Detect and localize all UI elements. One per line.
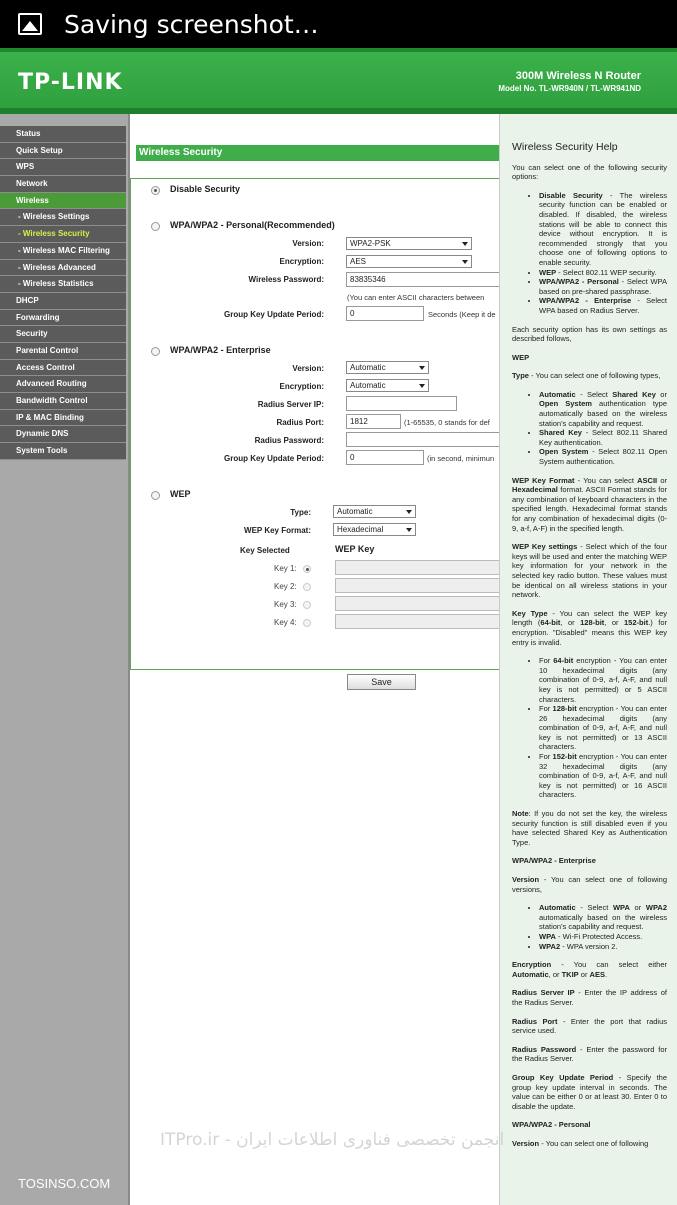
- help-term: WEP Key Format: [512, 475, 575, 485]
- chevron-down-icon: [406, 510, 412, 514]
- menu-quick-setup[interactable]: Quick Setup: [0, 143, 126, 160]
- help-term: WPA/WPA2 - Enterprise: [539, 296, 632, 306]
- help-term: WPA2: [645, 903, 667, 913]
- wpa-personal-label: WPA/WPA2 - Personal(Recommended): [170, 220, 335, 230]
- help-text: - Select 802.11 WEP security.: [556, 267, 657, 277]
- help-text: authentication type automatically based on the wireless station's capability and request.: [539, 399, 668, 428]
- help-text: - Select WPA based on Radius Server.: [539, 296, 668, 315]
- ent-encryption-select[interactable]: [346, 379, 429, 392]
- tp-link-logo: TP-LINK: [18, 70, 123, 95]
- radius-server-ip-label: Radius Server IP:: [257, 400, 324, 409]
- help-text: For: [539, 704, 553, 714]
- help-term: WPA: [612, 903, 630, 913]
- chevron-down-icon: [406, 528, 412, 532]
- help-term: ASCII: [637, 475, 658, 485]
- ent-encryption-label: Encryption:: [279, 382, 324, 391]
- product-name: 300M Wireless N Router: [515, 70, 641, 82]
- radius-password-input[interactable]: [346, 432, 500, 447]
- version-value: WPA2-PSK: [350, 239, 391, 248]
- divider: [131, 178, 499, 179]
- wep-type-select[interactable]: [333, 505, 416, 518]
- ent-group-key-period-hint: (in second, minimun: [427, 454, 495, 463]
- android-status-bar: [0, 0, 677, 48]
- help-text: - WPA version 2.: [560, 941, 618, 951]
- menu-wireless-mac-filtering[interactable]: - Wireless MAC Filtering: [0, 243, 126, 260]
- key-1-radio[interactable]: [303, 565, 311, 573]
- help-enterprise-heading: WPA/WPA2 - Enterprise: [512, 856, 596, 866]
- menu-advanced-routing[interactable]: Advanced Routing: [0, 376, 126, 393]
- help-paragraph: [512, 1139, 667, 1149]
- wep-radio[interactable]: [151, 491, 160, 500]
- help-term: Disable Security: [539, 190, 603, 200]
- status-text: Saving screenshot…: [64, 9, 319, 39]
- help-text: , or: [548, 969, 562, 979]
- wep-key-format-select[interactable]: [333, 523, 416, 536]
- help-text: - Wi-Fi Protected Access.: [555, 931, 643, 941]
- key-4-radio[interactable]: [303, 619, 311, 627]
- list-item: [539, 704, 667, 752]
- help-paragraph: [512, 609, 667, 647]
- wep-label: WEP: [170, 489, 191, 499]
- help-term: Type: [512, 371, 529, 381]
- help-paragraph: [512, 875, 667, 894]
- help-text: - You can select one of following: [539, 1138, 649, 1148]
- help-paragraph: [512, 1073, 667, 1111]
- ent-group-key-period-input[interactable]: 0: [346, 450, 424, 465]
- list-item: [539, 932, 667, 942]
- help-term: Key Type: [512, 608, 548, 618]
- help-text: - You can select the WEP key length (: [512, 608, 667, 628]
- key-2-input[interactable]: [335, 578, 500, 593]
- wep-key-format-label: WEP Key Format:: [244, 526, 311, 535]
- help-paragraph: [512, 1045, 667, 1064]
- ent-version-value: Automatic: [350, 363, 386, 372]
- list-item: [539, 390, 667, 428]
- help-text: or: [657, 475, 667, 485]
- group-key-period-label: Group Key Update Period:: [223, 310, 324, 319]
- help-term: Radius Password: [512, 1044, 577, 1054]
- menu-system-tools[interactable]: System Tools: [0, 443, 126, 460]
- help-term: 128-bit: [552, 704, 577, 714]
- help-personal-heading: WPA/WPA2 - Personal: [512, 1120, 591, 1130]
- help-text: - You can select: [574, 475, 638, 485]
- encryption-label: Encryption:: [279, 257, 324, 266]
- menu-wireless[interactable]: Wireless: [0, 193, 126, 210]
- help-paragraph: [512, 476, 667, 534]
- wpa-enterprise-radio[interactable]: [151, 347, 160, 356]
- help-text: - You can select one of following versions,: [512, 875, 667, 894]
- radius-server-ip-input[interactable]: [346, 396, 457, 411]
- help-text: encryption - You can enter 26 hexadecimal digits (any combination of 0-9, a-f, A-F, and null key is not permitted) or 13 ASCII characters.: [539, 704, 667, 752]
- help-term: Automatic: [512, 969, 549, 979]
- help-term: 64-bit: [540, 618, 561, 628]
- wep-key-format-value: Hexadecimal: [337, 525, 384, 534]
- help-text: .: [604, 969, 608, 979]
- menu-access-control[interactable]: Access Control: [0, 360, 126, 377]
- chevron-down-icon: [419, 366, 425, 370]
- radius-port-hint: (1-65535, 0 stands for def: [404, 418, 490, 427]
- help-text: - Select 802.11 Shared Key authentication.: [539, 428, 667, 447]
- version-select[interactable]: [346, 237, 472, 250]
- help-term: 152-bit: [624, 618, 649, 628]
- disable-security-label: Disable Security: [170, 184, 241, 194]
- help-term: Radius Port: [512, 1016, 558, 1026]
- help-bits-list: [528, 656, 667, 800]
- help-paragraph: [512, 960, 667, 979]
- help-term: TKIP: [561, 969, 579, 979]
- help-panel: [499, 114, 677, 1205]
- password-hint: (You can enter ASCII characters between: [347, 293, 485, 302]
- help-term: Hexadecimal: [512, 485, 558, 495]
- help-term: Automatic: [539, 903, 576, 913]
- wep-type-value: Automatic: [337, 507, 373, 516]
- key-2-radio[interactable]: [303, 583, 311, 591]
- help-term: Open System: [539, 399, 592, 409]
- help-text: - Enter the port that radius service used.: [512, 1016, 668, 1036]
- help-term: AES: [589, 969, 605, 979]
- help-term: Radius Server IP: [512, 988, 575, 998]
- itpro-watermark: ITPro.ir - انجمن تخصصی فناوری اطلاعات ایران: [160, 1130, 505, 1150]
- help-term: Group Key Update Period: [512, 1072, 614, 1082]
- help-wep-heading: WEP: [512, 352, 530, 362]
- help-text: - You can select one of following types,: [528, 371, 661, 381]
- help-paragraph: [512, 371, 667, 381]
- help-paragraph: [512, 809, 667, 847]
- list-item: [539, 277, 667, 296]
- help-text: or: [629, 903, 646, 913]
- key-3-input[interactable]: [335, 596, 500, 611]
- help-options-list: [528, 191, 667, 316]
- ent-version-label: Version:: [292, 364, 324, 373]
- help-text: - Select which of the four keys will be used and enter the matching WEP key information for your network in the selected key radio button. These values must be identical on all wireless stations in your network.: [512, 542, 668, 600]
- help-text: For: [539, 656, 554, 666]
- help-text: or: [578, 969, 590, 979]
- help-text: encryption - You can enter 10 hexadecimal digits (any combination of 0-9, a-f, A-F, and null key is not permitted) or 5 ASCII characters.: [539, 656, 667, 704]
- radius-password-label: Radius Password:: [254, 436, 324, 445]
- key-4-input[interactable]: [335, 614, 500, 629]
- help-term: Note: [512, 809, 529, 819]
- encryption-value: AES: [350, 257, 367, 266]
- list-item: [539, 191, 667, 268]
- help-term: WPA/WPA2 - Personal: [539, 277, 619, 287]
- menu-wps[interactable]: WPS: [0, 159, 126, 176]
- help-term: Version: [512, 875, 540, 884]
- help-term: 128-bit: [580, 618, 605, 628]
- help-text: encryption - You can enter 32 hexadecimal digits (any combination of 0-9, a-f, A-F, and null key is not permitted) or 16 ASCII characters.: [539, 752, 667, 800]
- wep-key-label: WEP Key: [335, 544, 375, 554]
- key-4-label: Key 4:: [274, 618, 297, 627]
- save-button[interactable]: Save: [347, 674, 416, 690]
- help-term: 152-bit: [552, 752, 577, 762]
- wireless-password-input[interactable]: 83835346: [346, 272, 500, 287]
- product-info: [498, 70, 641, 93]
- group-key-period-input[interactable]: 0: [346, 306, 424, 321]
- menu-wireless-settings[interactable]: - Wireless Settings: [0, 209, 126, 226]
- key-1-input[interactable]: [335, 560, 500, 575]
- help-term: Shared Key: [612, 389, 656, 399]
- list-item: [539, 447, 667, 466]
- menu-network[interactable]: Network: [0, 176, 126, 193]
- menu-bandwidth-control[interactable]: Bandwidth Control: [0, 393, 126, 410]
- help-text: - Select 802.11 Open System authentication.: [539, 447, 667, 467]
- help-text: - Enter the IP address of the Radius Server.: [512, 988, 667, 1007]
- version-label: Version:: [292, 239, 324, 248]
- chevron-down-icon: [462, 260, 468, 264]
- help-term: Automatic: [539, 389, 576, 399]
- help-each: Each security option has its own settings as described follows,: [512, 324, 667, 344]
- left-menu: [0, 114, 128, 1205]
- menu-security[interactable]: Security: [0, 326, 126, 343]
- key-3-radio[interactable]: [303, 601, 311, 609]
- menu-wireless-security[interactable]: - Wireless Security: [0, 226, 126, 243]
- menu-dynamic-dns[interactable]: Dynamic DNS: [0, 426, 126, 443]
- help-title: Wireless Security Help: [512, 141, 618, 153]
- list-item: [539, 268, 667, 278]
- wireless-password-label: Wireless Password:: [248, 275, 324, 284]
- list-item: [539, 296, 667, 315]
- help-term: WPA: [539, 931, 556, 941]
- wpa-personal-radio[interactable]: [151, 222, 160, 231]
- help-version-list: [528, 903, 667, 951]
- tosinso-watermark: TOSINSO.COM: [18, 1176, 111, 1191]
- router-header-banner: [0, 48, 677, 114]
- list-item: [539, 428, 667, 447]
- divider: [130, 178, 131, 670]
- list-item: [539, 656, 667, 704]
- menu-forwarding[interactable]: Forwarding: [0, 310, 126, 327]
- help-term: Shared Key: [539, 428, 582, 438]
- menu-dhcp[interactable]: DHCP: [0, 293, 126, 310]
- help-text: format. ASCII Format stands for any combination of keyboard characters in the specified length. Hexadecimal format stands for any combination of hexadecimal digits (0-9, a-f, A-F) in the specified length.: [512, 485, 667, 533]
- model-number: Model No. TL-WR940N / TL-WR941ND: [498, 84, 641, 93]
- help-text: - You can select either: [551, 960, 667, 970]
- radius-port-label: Radius Port:: [276, 418, 324, 427]
- key-1-label: Key 1:: [274, 564, 297, 573]
- help-text: - Select: [575, 903, 613, 913]
- disable-security-radio[interactable]: [151, 186, 160, 195]
- page-title: Wireless Security: [136, 145, 499, 161]
- main-content: [128, 114, 499, 1205]
- help-text: .) for encryption. "Disabled" means this WEP key entry is invalid.: [512, 618, 668, 647]
- help-text: - Enter the password for the Radius Server.: [512, 1044, 667, 1064]
- help-term: WEP Key settings: [512, 542, 578, 552]
- encryption-select[interactable]: [346, 255, 472, 268]
- help-term: Open System: [539, 447, 589, 457]
- menu-status[interactable]: Status: [0, 126, 126, 143]
- help-text: , or: [560, 618, 581, 628]
- chevron-down-icon: [462, 242, 468, 246]
- help-text: , or: [604, 618, 625, 628]
- divider: [131, 669, 499, 670]
- help-text: : If you do not set the key, the wireless security function is still disabled even if you have selected Shared Key as Authentication Type.: [512, 809, 667, 847]
- help-text: - Select WPA based on pre-shared passphrase.: [539, 277, 667, 296]
- help-text: - Specify the group key update interval in seconds. The value can be either 0 or at least 30. Enter 0 to disable the update.: [512, 1072, 667, 1111]
- help-term: Encryption: [512, 960, 552, 970]
- help-term: WPA2: [539, 941, 561, 951]
- radius-port-input[interactable]: 1812: [346, 414, 401, 429]
- help-term: Version: [512, 1138, 540, 1148]
- ent-version-select[interactable]: [346, 361, 429, 374]
- key-3-label: Key 3:: [274, 600, 297, 609]
- wpa-enterprise-label: WPA/WPA2 - Enterprise: [170, 345, 271, 355]
- key-selected-label: Key Selected: [240, 546, 290, 555]
- menu-parental-control[interactable]: Parental Control: [0, 343, 126, 360]
- group-key-period-hint: Seconds (Keep it de: [428, 310, 496, 319]
- help-paragraph: [512, 1017, 667, 1036]
- help-paragraph: [512, 988, 667, 1007]
- menu-ip-mac-binding[interactable]: IP & MAC Binding: [0, 410, 126, 427]
- list-item: [539, 752, 667, 800]
- ent-encryption-value: Automatic: [350, 381, 386, 390]
- menu-wireless-statistics[interactable]: - Wireless Statistics: [0, 276, 126, 293]
- key-2-label: Key 2:: [274, 582, 297, 591]
- menu-wireless-advanced[interactable]: - Wireless Advanced: [0, 260, 126, 277]
- help-text: automatically based on the wireless station's capability and request.: [539, 912, 667, 932]
- wep-type-label: Type:: [290, 508, 311, 517]
- help-paragraph: [512, 542, 667, 600]
- ent-group-key-period-label: Group Key Update Period:: [223, 454, 324, 463]
- chevron-down-icon: [419, 384, 425, 388]
- help-text: or: [655, 389, 667, 399]
- help-text: For: [539, 752, 553, 762]
- help-text: - Select: [575, 389, 613, 399]
- list-item: [539, 903, 667, 932]
- help-intro: You can select one of the following security options:: [512, 162, 667, 182]
- help-term: WEP: [539, 267, 557, 277]
- screenshot-icon: [18, 13, 42, 35]
- list-item: [539, 942, 667, 952]
- help-term: 64-bit: [553, 656, 574, 666]
- help-text: - The wireless security function can be enabled or disabled. If disabled, the wireless stations will be able to connect this device without encryption. It is recommended strongly that you choose one of following options to enable security.: [539, 190, 667, 267]
- help-type-list: [528, 390, 667, 467]
